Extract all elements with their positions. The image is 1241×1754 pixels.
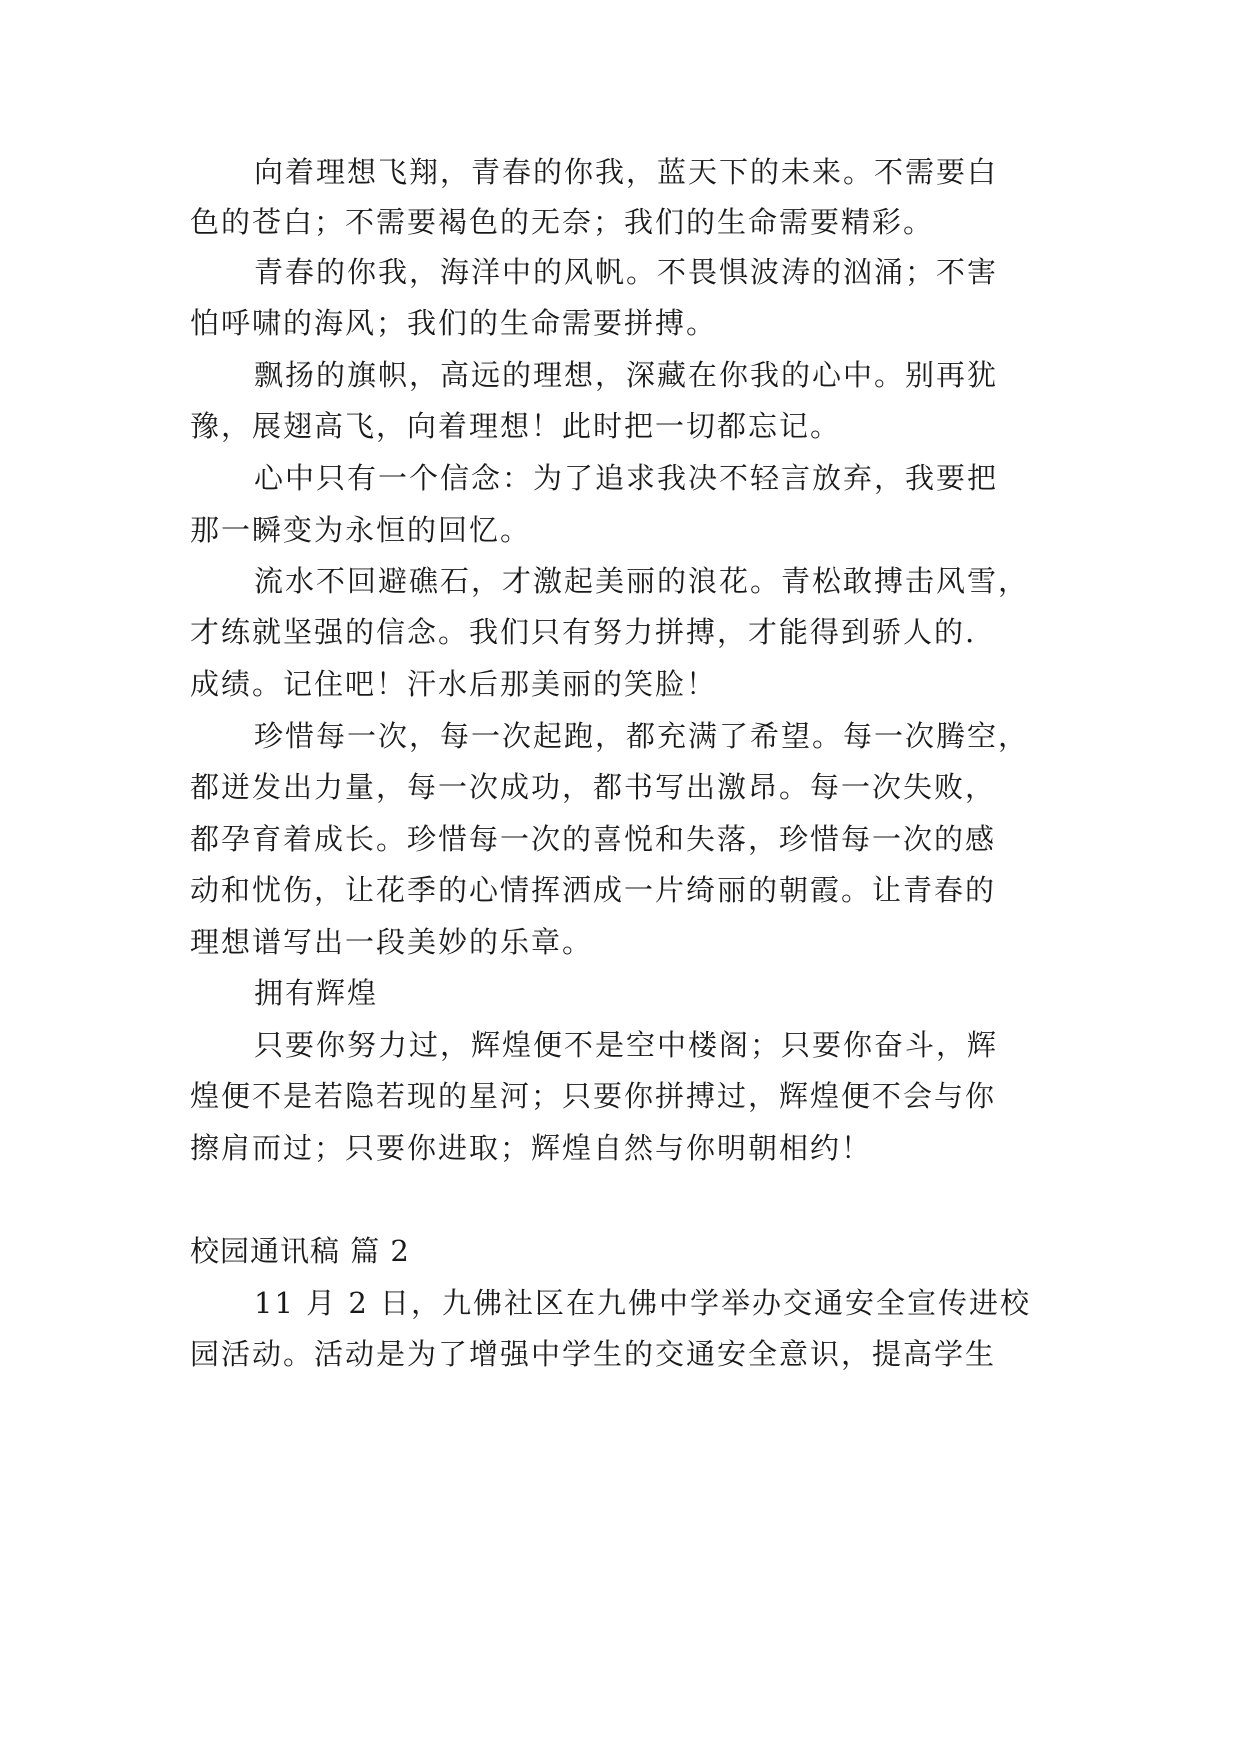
paragraph-line: 园活动。活动是为了增强中学生的交通安全意识，提高学生 (190, 1337, 997, 1371)
paragraph-line: 煌便不是若隐若现的星河；只要你拼搏过，辉煌便不会与你 (190, 1079, 997, 1113)
paragraph-line: 才练就坚强的信念。我们只有努力拼搏，才能得到骄人的. (190, 615, 977, 649)
paragraph-line: 都迸发出力量，每一次成功，都书写出激昂。每一次失败， (190, 770, 997, 804)
paragraph-line: 都孕育着成长。珍惜每一次的喜悦和失落，珍惜每一次的感 (190, 822, 997, 856)
paragraph-line: 向着理想飞翔，青春的你我，蓝天下的未来。不需要白 (254, 155, 999, 189)
paragraph-line: 成绩。记住吧！汗水后那美丽的笑脸！ (190, 667, 718, 701)
paragraph-line: 飘扬的旗帜，高远的理想，深藏在你我的心中。别再犹 (254, 358, 999, 392)
paragraph-line: 豫，展翅高飞，向着理想！此时把一切都忘记。 (190, 409, 842, 443)
paragraph-line: 那一瞬变为永恒的回忆。 (190, 513, 532, 547)
paragraph-line: 流水不回避礁石，才激起美丽的浪花。青松敢搏击风雪， (254, 564, 1030, 598)
paragraph-line: 11 月 2 日，九佛社区在九佛中学举办交通安全宣传进校 (254, 1286, 1032, 1320)
paragraph-line: 青春的你我，海洋中的风帆。不畏惧波涛的汹涌；不害 (254, 255, 999, 289)
paragraph-line: 擦肩而过；只要你进取；辉煌自然与你明朝相约！ (190, 1131, 873, 1165)
paragraph-line: 动和忧伤，让花季的心情挥洒成一片绮丽的朝霞。让青春的 (190, 873, 997, 907)
section-heading: 校园通讯稿 篇 2 (190, 1234, 410, 1268)
paragraph-line: 色的苍白；不需要褐色的无奈；我们的生命需要精彩。 (190, 205, 935, 239)
section-subtitle: 拥有辉煌 (254, 976, 379, 1010)
paragraph-line: 理想谱写出一段美妙的乐章。 (190, 925, 594, 959)
paragraph-line: 心中只有一个信念：为了追求我决不轻言放弃，我要把 (254, 461, 999, 495)
paragraph-line: 怕呼啸的海风；我们的生命需要拼搏。 (190, 306, 718, 340)
paragraph-line: 珍惜每一次，每一次起跑，都充满了希望。每一次腾空， (254, 719, 1030, 753)
paragraph-line: 只要你努力过，辉煌便不是空中楼阁；只要你奋斗，辉 (254, 1028, 999, 1062)
